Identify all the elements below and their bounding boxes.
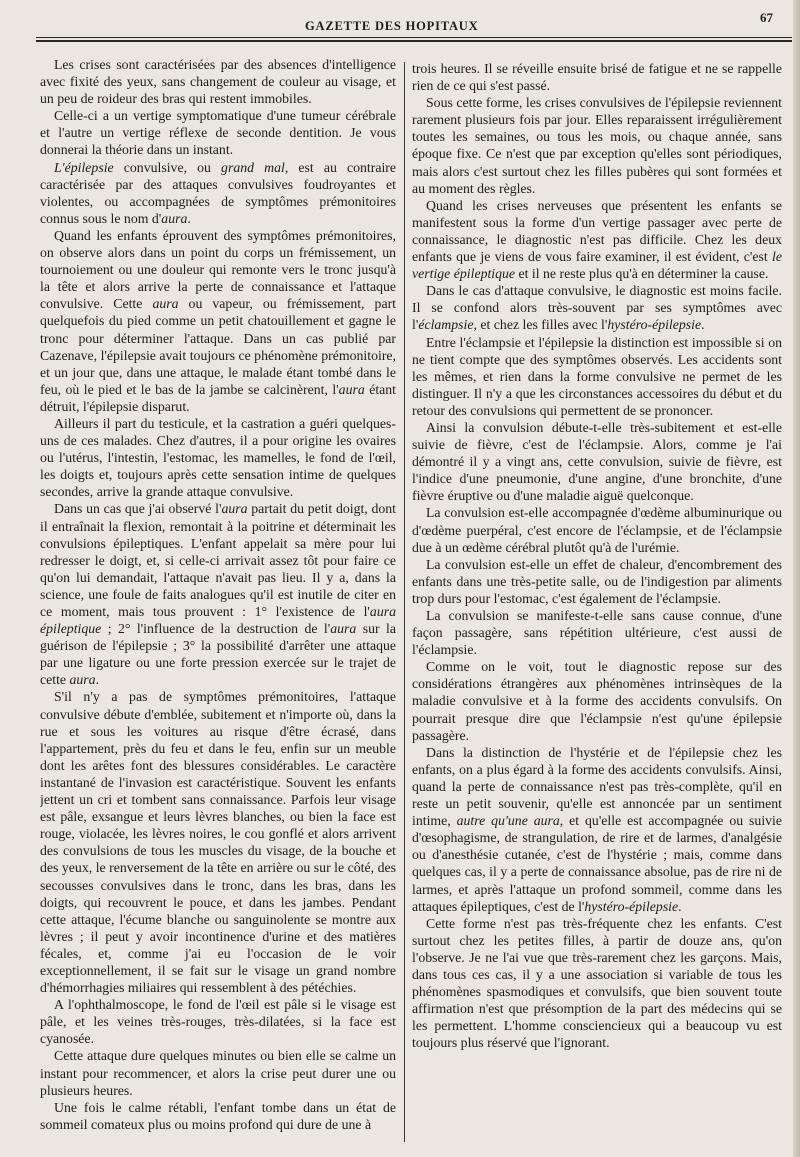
- paragraph: [412, 419, 782, 504]
- paragraph: [412, 94, 782, 197]
- paragraph: [412, 504, 782, 555]
- text-run: ou vapeur, ou frémissement, part quelquefois du pied comme un petit chatouillement et gagne le tronc pour déterminer l'attaque. Dans un cas publié par Cazenave, l'épilepsie avait toujours ce phénomène prémonitoire, et un jour que, dans une attaque, le malade étant tombé dans le feu, où le pied et le bas de la jambe se calcinèrent, l': [40, 296, 396, 397]
- text-run: A l'ophthalmoscope, le fond de l'œil est pâle si le visage est pâle, et les veines très-rouges, très-dilatées, si la face est cyanosée.: [40, 997, 396, 1047]
- text-run: Comme on le voit, tout le diagnostic repose sur des considérations étrangères aux phénomènes intrinsèques de la maladie convulsive et à la forme des accidents convulsifs. On pourrait presque dire que l'éclampsie n'est qu'une épilepsie passagère.: [412, 659, 782, 743]
- italic-text: éclampsie: [418, 317, 474, 333]
- paragraph: [40, 227, 396, 415]
- text-run: .: [187, 210, 191, 226]
- text-run: Entre l'éclampsie et l'épilepsie la distinction est impossible si on ne tient compte que des symptômes observés. Les accidents sont les mêmes, et rien dans la forme convulsive ne permet de les distinguer. Il n'y a que les circonstances accessoires du début et du retour des convulsions qui permettent de se prononcer.: [412, 334, 782, 418]
- column-divider: [404, 62, 405, 1142]
- text-run: Cette attaque dure quelques minutes ou bien elle se calme un instant pour recommencer, et alors la crise peut durer une ou plusieurs heures.: [40, 1048, 396, 1098]
- paragraph: [40, 415, 396, 500]
- page-edge: [793, 0, 800, 1157]
- italic-text: aura: [338, 381, 365, 397]
- text-run: Ainsi la convulsion débute-t-elle très-subitement et est-elle suivie de fièvre, c'est de l'éclampsie. Alors, comme je l'ai démontré il y a vingt ans, cette convulsion, suivie de fièvre, est l'indice d'une pneumonie, d'une angine, d'une bronchite, d'une fièvre éruptive ou d'une maladie aiguë quelconque.: [412, 419, 782, 504]
- header-rule-bottom: [36, 40, 792, 42]
- paragraph: [412, 915, 782, 1052]
- text-run: Dans la distinction de l'hystérie et de l'épilepsie chez les enfants, on a plus égard à la forme des accidents convulsifs. Ainsi, quand la perte de connaissance n'est pas très-complète, qu'il en reste un petit souvenir, qu'elle est annoncée par un sentiment intime,: [412, 744, 782, 829]
- paragraph: [40, 56, 396, 107]
- italic-text: aura: [161, 210, 188, 226]
- text-run: Une fois le calme rétabli, l'enfant tombe dans un état de sommeil comateux plus ou moins profond qui dure de une à: [40, 1099, 396, 1132]
- italic-text: hystéro-épilepsie: [584, 898, 679, 914]
- text-run: .: [95, 672, 100, 688]
- italic-text: aura: [330, 621, 357, 637]
- paragraph: [412, 60, 782, 94]
- paragraph: [412, 556, 782, 607]
- text-run: La convulsion est-elle un effet de chaleur, d'encombrement des enfants dans une très-petite salle, ou de l'indigestion par aliments trop durs pour l'estomac, c'est également de l'éclampsie.: [412, 556, 782, 606]
- paragraph: [412, 744, 782, 915]
- text-run: , est au contraire caractérisée par des attaques convulsives foudroyantes et violentes, ou accompagnées de symptômes prémonitoires connus sous le nom d': [40, 159, 396, 226]
- text-run: Dans un cas que j'ai observé l': [54, 501, 222, 517]
- italic-text: aura: [221, 501, 248, 517]
- text-run: partait du petit doigt, dont il entraînait la flexion, remontait à la poitrine et déterminait les convulsions épileptiques. L'enfant appelait sa mère pour lui redresser le doigt, et, si celle-ci arrivait assez tôt pour faire ce qu'on lui demandait, l'attaque n'avait pas lieu. Il y a, dans la science, une foule de faits analogues qu'il est inutile de citer en ce moment, mais tous prouvent : 1° l'existence de l': [40, 501, 396, 619]
- text-run: trois heures. Il se réveille ensuite brisé de fatigue et ne se rappelle rien de ce qui s'est passé.: [412, 61, 782, 94]
- text-run: ; 2° l'influence de la destruction de l': [101, 621, 331, 637]
- italic-text: hystéro-épilepsie: [607, 317, 702, 333]
- page-header: [0, 0, 800, 60]
- text-run: Celle-ci a un vertige symptomatique d'une tumeur cérébrale et l'autre un vertige réflexe de seconde dentition. Je vous donnerai la théorie dans un instant.: [40, 108, 396, 158]
- text-run: .: [678, 898, 682, 914]
- text-run: S'il n'y a pas de symptômes prémonitoires, l'attaque convulsive débute d'emblée, subitement et n'importe où, dans la rue et sous les voitures au risque d'être écrasé, dans l'appartement, près du feu et dans le feu, enfin sur un meuble dont les arêtes font des blessures considérables. Le caractère instantané de l'invasion est caractéristique. Souvent les enfants jettent un cri et tombent sans connaissance. Parfois leur visage est pâle, exsangue et leurs lèvres blanches, ou bien la face est rouge, violacée, les lèvres noires, le cou gonflé et alors arrivent des convulsions de tous les muscles du visage, de la bouche et des yeux, le renversement de la tête en arrière ou sur le côté, des secousses convulsives dans le tronc, dans les bras, dans les doigts, qui recouvrent le pouce, et dans les jambes. Pendant cette attaque, l'écume blanche ou sanguinolente se montre aux lèvres ; il peut y avoir incontinence d'urine et des matières fécales, et, comme j'ai eu l'occasion de le voir exceptionnellement, il se fait sur le visage un grand nombre d'hémorrhagies miliaires qui ressemblent à des pétéchies.: [40, 689, 396, 996]
- text-run: Quand les enfants éprouvent des symptômes prémonitoires, on observe alors dans un point du corps un frémissement, un tournoiement ou une douleur qui remonte vers le tronc jusqu'à la tête et alors arrive la perte de connaissance et l'attaque convulsive. Cette: [40, 227, 396, 312]
- left-column: [40, 56, 396, 1146]
- text-run: , et chez les filles avec l': [473, 317, 608, 333]
- italic-text: aura: [152, 296, 179, 312]
- text-run: Sous cette forme, les crises convulsives de l'épilepsie reviennent rarement plusieurs fois par jour. Elles reparaissent irrégulièrement toutes les semaines, ou tous les mois, ou chaque année, sans époque fixe. Ce n'est que par exception qu'elles sont périodiques, mais alors c'est surtout chez les filles pubères qui sont formées et au moment des règles.: [412, 95, 782, 196]
- text-run: sur la guérison de l'épilepsie ; 3° la possibilité d'arrêter une attaque par une ligature ou une forte pression exercée sur le trajet de cette: [40, 621, 396, 688]
- paragraph: [40, 996, 396, 1047]
- text-run: .: [701, 317, 705, 333]
- text-run: Dans le cas d'attaque convulsive, le diagnostic est moins facile. Il se confond alors très-souvent par ses symptômes avec l': [412, 283, 782, 333]
- paragraph: [40, 159, 396, 227]
- header-rule-top: [36, 37, 792, 38]
- paragraph: [412, 334, 782, 419]
- paragraph: [412, 658, 782, 743]
- page-title: GAZETTE DES HOPITAUX: [305, 19, 479, 33]
- text-run: Les crises sont caractérisées par des absences d'intelligence avec fixité des yeux, sans changement de couleur au visage, et un peu de roideur des bras qui restent immobiles.: [40, 57, 396, 107]
- text-run: La convulsion est-elle accompagnée d'œdème albuminurique ou d'œdème puerpéral, c'est encore de l'éclampsie, et de l'éclampsie due à un œdème cérébral plutôt qu'à de l'urémie.: [412, 505, 782, 555]
- italic-text: aura: [69, 672, 96, 688]
- text-run: Ailleurs il part du testicule, et la castration a guéri quelques-uns de ces malades. Chez d'autres, il a pour origine les ovaires ou l'utérus, l'intestin, l'estomac, les mamelles, le fond de l'œil, les doigts et, toujours après cette sensation intime de quelques secondes, arrive la grande attaque convulsive.: [40, 415, 396, 500]
- text-run: étant détruit, l'épilepsie disparut.: [40, 381, 396, 414]
- paragraph: [40, 1047, 396, 1098]
- text-run: Cette forme n'est pas très-fréquente chez les enfants. C'est surtout chez les petites filles, à partir de douze ans, qu'on l'observe. Je ne l'ai vue que très-rarement chez les garçons. Mais, dans tous ces cas, il y a une association si variable de tous les phénomènes spasmodiques et convulsifs, que bien souvent toute affirmation n'est que présomption de la part des médecins qui se les permettent. L'homme consciencieux qui a beaucoup vu est toujours plus réservé que l'ignorant.: [412, 915, 782, 1051]
- text-run: et il ne reste plus qu'à en déterminer la cause.: [515, 266, 769, 282]
- italic-text: le vertige épileptique: [412, 249, 782, 282]
- paragraph: [40, 500, 396, 688]
- paragraph: [40, 688, 396, 996]
- italic-text: autre qu'une aura: [456, 813, 560, 829]
- page-number: 67: [760, 10, 773, 25]
- text-run: Quand les crises nerveuses que présentent les enfants se manifestent sous la forme d'un vertige passager avec perte de connaissance, le diagnostic n'est pas difficile. Chez les deux enfants que je viens de vous faire examiner, il est évident, c'est: [412, 197, 782, 265]
- right-column: [412, 60, 782, 1150]
- text-run: La convulsion se manifeste-t-elle sans cause connue, d'une façon passagère, sans répétition ultérieure, c'est aussi de l'éclampsie.: [412, 608, 782, 658]
- italic-text: aura épileptique: [40, 604, 396, 637]
- italic-text: L'épilepsie: [54, 159, 114, 175]
- paragraph: [412, 607, 782, 658]
- paragraph: [40, 1099, 396, 1133]
- text-run: convulsive, ou: [113, 159, 222, 175]
- paragraph: [40, 107, 396, 158]
- paragraph: [412, 282, 782, 333]
- italic-text: grand mal: [221, 159, 285, 175]
- text-run: , et qu'elle est accompagnée ou suivie d'œsophagisme, de strangulation, de rire et de larmes, d'analgésie ou d'anesthésie cutanée, c'est de l'hystérie ; mais, comme dans quelques cas, il y a perte de connaissance absolue, pas de rire ni de larmes, et après l'attaque un profond sommeil, comme dans les attaques épileptiques, c'est de l': [412, 813, 782, 914]
- paragraph: [412, 197, 782, 282]
